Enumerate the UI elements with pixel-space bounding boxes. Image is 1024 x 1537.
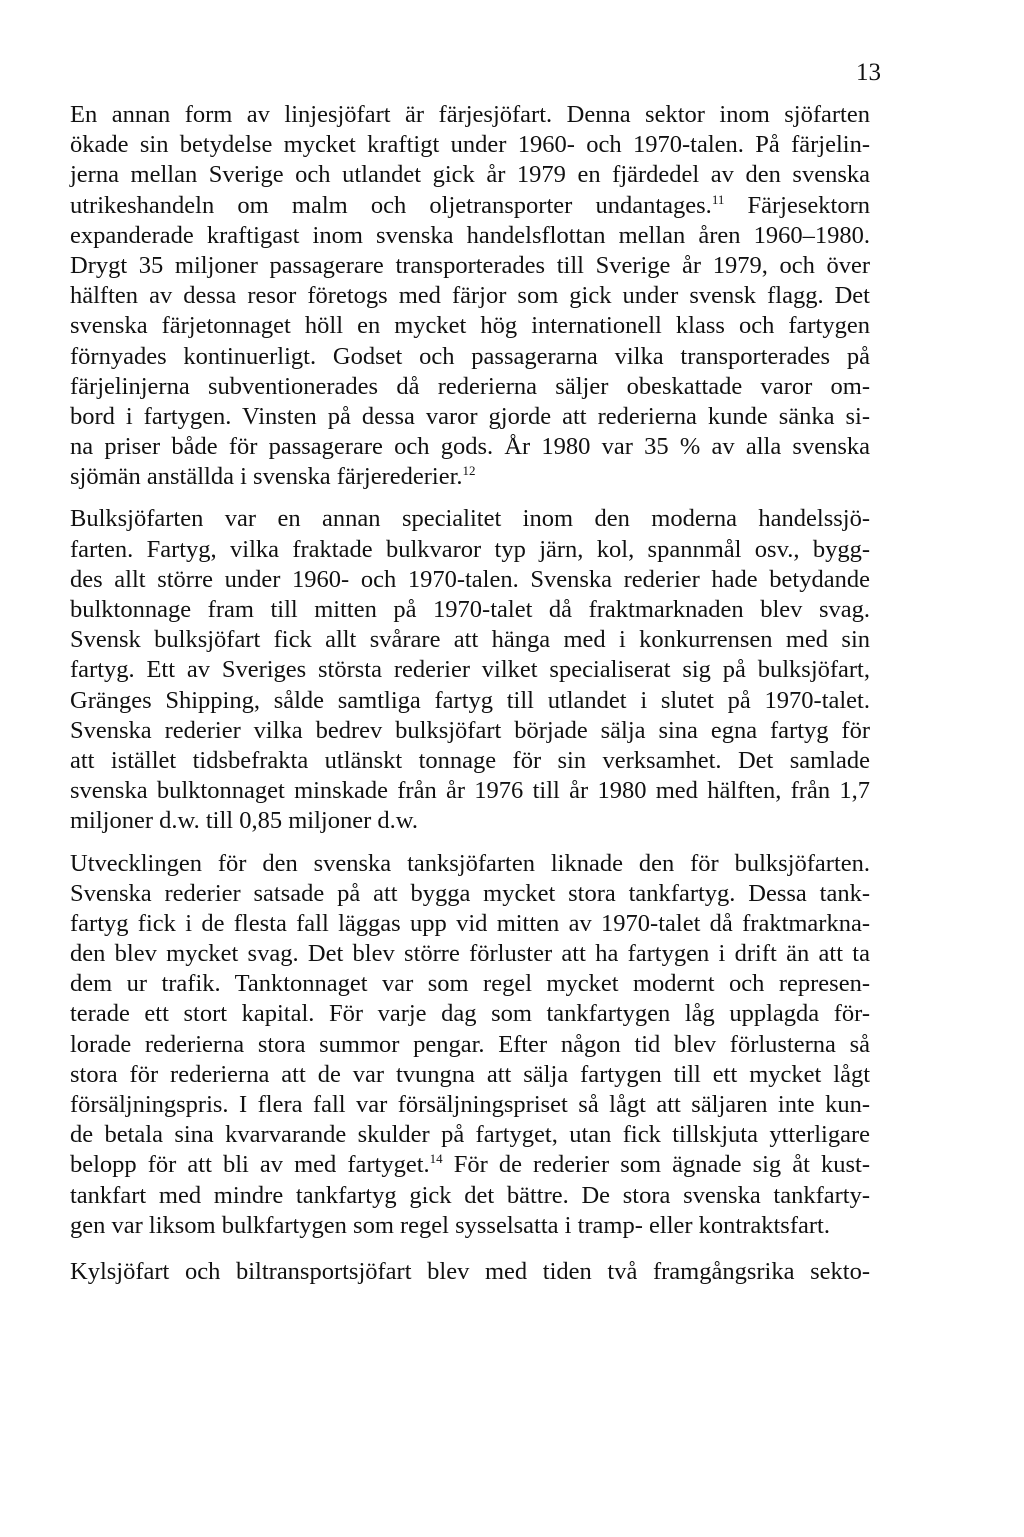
footnote-reference: 14 <box>429 1151 443 1167</box>
text-line: Utvecklingen för den svenska tanksjöfarten liknade den för bulksjöfarten. <box>70 849 870 877</box>
text-line: des allt större under 1960- och 1970-talen. Svenska rederier hade betydande <box>70 565 870 593</box>
text-line: na priser både för passagerare och gods. År 1980 var 35 % av alla svenska <box>70 433 870 461</box>
text-line: tankfart med mindre tankfartyg gick det bättre. De stora svenska tankfarty- <box>70 1181 870 1209</box>
text-segment: Färjesektorn <box>724 191 870 219</box>
text-line: dem ur trafik. Tanktonnaget var som regel mycket modernt och represen- <box>70 970 870 998</box>
text-line: Drygt 35 miljoner passagerare transporterades till Sverige år 1979, och över <box>70 251 870 279</box>
text-line: farten. Fartyg, vilka fraktade bulkvaror typ järn, kol, spannmål osv., bygg- <box>70 535 870 563</box>
paragraph-ferry-shipping <box>70 100 870 492</box>
text-line: Svensk bulksjöfart fick allt svårare att hänga med i konkurrensen med sin <box>70 626 870 654</box>
text-line: Bulksjöfarten var en annan specialitet inom den moderna handelssjö- <box>70 505 870 533</box>
paragraph-gap <box>70 837 870 849</box>
page-number: 13 <box>856 59 881 86</box>
text-line: svenska färjetonnaget höll en mycket hög internationell klass och fartygen <box>70 312 870 340</box>
text-line: En annan form av linjesjöfart är färjesjöfart. Denna sektor inom sjöfarten <box>70 101 870 128</box>
text-line: bulktonnage fram till mitten på 1970-talet då fraktmarknaden blev svag. <box>70 596 870 623</box>
text-line: lorade rederierna stora summor pengar. Efter någon tid blev förlusterna så <box>70 1030 870 1058</box>
footnote-reference: 12 <box>462 463 476 479</box>
text-line: Svenska rederier vilka bedrev bulksjöfart började sälja sina egna fartyg för <box>70 716 870 744</box>
text-line: Svenska rederier satsade på att bygga mycket stora tankfartyg. Dessa tank- <box>70 879 870 907</box>
text-line: jerna mellan Sverige och utlandet gick år 1979 en fjärdedel av den svenska <box>70 161 870 189</box>
text-line: bord i fartygen. Vinsten på dessa varor gjorde att rederierna kunde sänka si- <box>70 402 870 430</box>
text-line <box>70 462 870 492</box>
text-line: stora för rederierna att de var tvungna att sälja fartygen till ett mycket lågt <box>70 1060 870 1088</box>
text-line <box>70 1150 870 1180</box>
text-line: den blev mycket svag. Det blev större förluster att ha fartygen i drift än att ta <box>70 940 870 968</box>
text-line: Gränges Shipping, sålde samtliga fartyg till utlandet i slutet på 1970-talet. <box>70 686 870 714</box>
text-segment: belopp för att bli av med fartyget. <box>70 1151 430 1179</box>
text-line: fartyg fick i de flesta fall läggas upp vid mitten av 1970-talet då fraktmarkna- <box>70 909 870 937</box>
footnote-reference: 11 <box>711 191 725 207</box>
body-text <box>70 100 870 1287</box>
text-line: förnyades kontinuerligt. Godset och passagerarna vilka transporterades på <box>70 342 870 370</box>
text-segment: sjömän anställda i svenska färjerederier. <box>70 463 463 491</box>
text-line: miljoner d.w. till 0,85 miljoner d.w. <box>70 807 418 835</box>
text-line: de betala sina kvarvarande skulder på fartyget, utan fick tillskjuta ytterligare <box>70 1121 870 1149</box>
text-line: hälften av dessa resor företogs med färjor som gick under svensk flagg. Det <box>70 282 870 310</box>
text-line: expanderade kraftigast inom svenska handelsflottan mellan åren 1960–1980. <box>70 221 870 249</box>
text-segment: utrikeshandeln om malm och oljetransporter undantages. <box>70 191 712 219</box>
text-segment: För de rederier som ägnade sig åt kust- <box>442 1151 870 1179</box>
text-line: terade ett stort kapital. För varje dag som tankfartygen låg upplagda för- <box>70 1000 870 1028</box>
text-line: färjelinjerna subventionerades då rederierna säljer obeskattade varor om- <box>70 372 870 400</box>
paragraph-tank-shipping <box>70 849 870 1241</box>
text-line: gen var liksom bulkfartygen som regel sysselsatta i tramp- eller kontraktsfart. <box>70 1211 830 1239</box>
paragraph-gap <box>70 1241 870 1257</box>
text-line: svenska bulktonnaget minskade från år 1976 till år 1980 med hälften, från 1,7 <box>70 777 870 805</box>
text-line: ökade sin betydelse mycket kraftigt under 1960- och 1970-talen. På färjelin- <box>70 131 870 159</box>
paragraph-gap <box>70 492 870 504</box>
text-line: fartyg. Ett av Sveriges största rederier vilket specialiserat sig på bulksjöfart, <box>70 656 870 684</box>
text-line: att istället tidsbefrakta utlänskt tonnage för sin verksamhet. Det samlade <box>70 746 870 774</box>
paragraph-reefer-shipping <box>70 1257 870 1287</box>
text-line <box>70 191 870 221</box>
text-line: Kylsjöfart och biltransportsjöfart blev med tiden två framgångsrika sekto- <box>70 1257 870 1285</box>
paragraph-bulk-shipping <box>70 504 870 836</box>
text-line: försäljningspris. I flera fall var försäljningspriset så lågt att säljaren inte kun- <box>70 1091 870 1118</box>
